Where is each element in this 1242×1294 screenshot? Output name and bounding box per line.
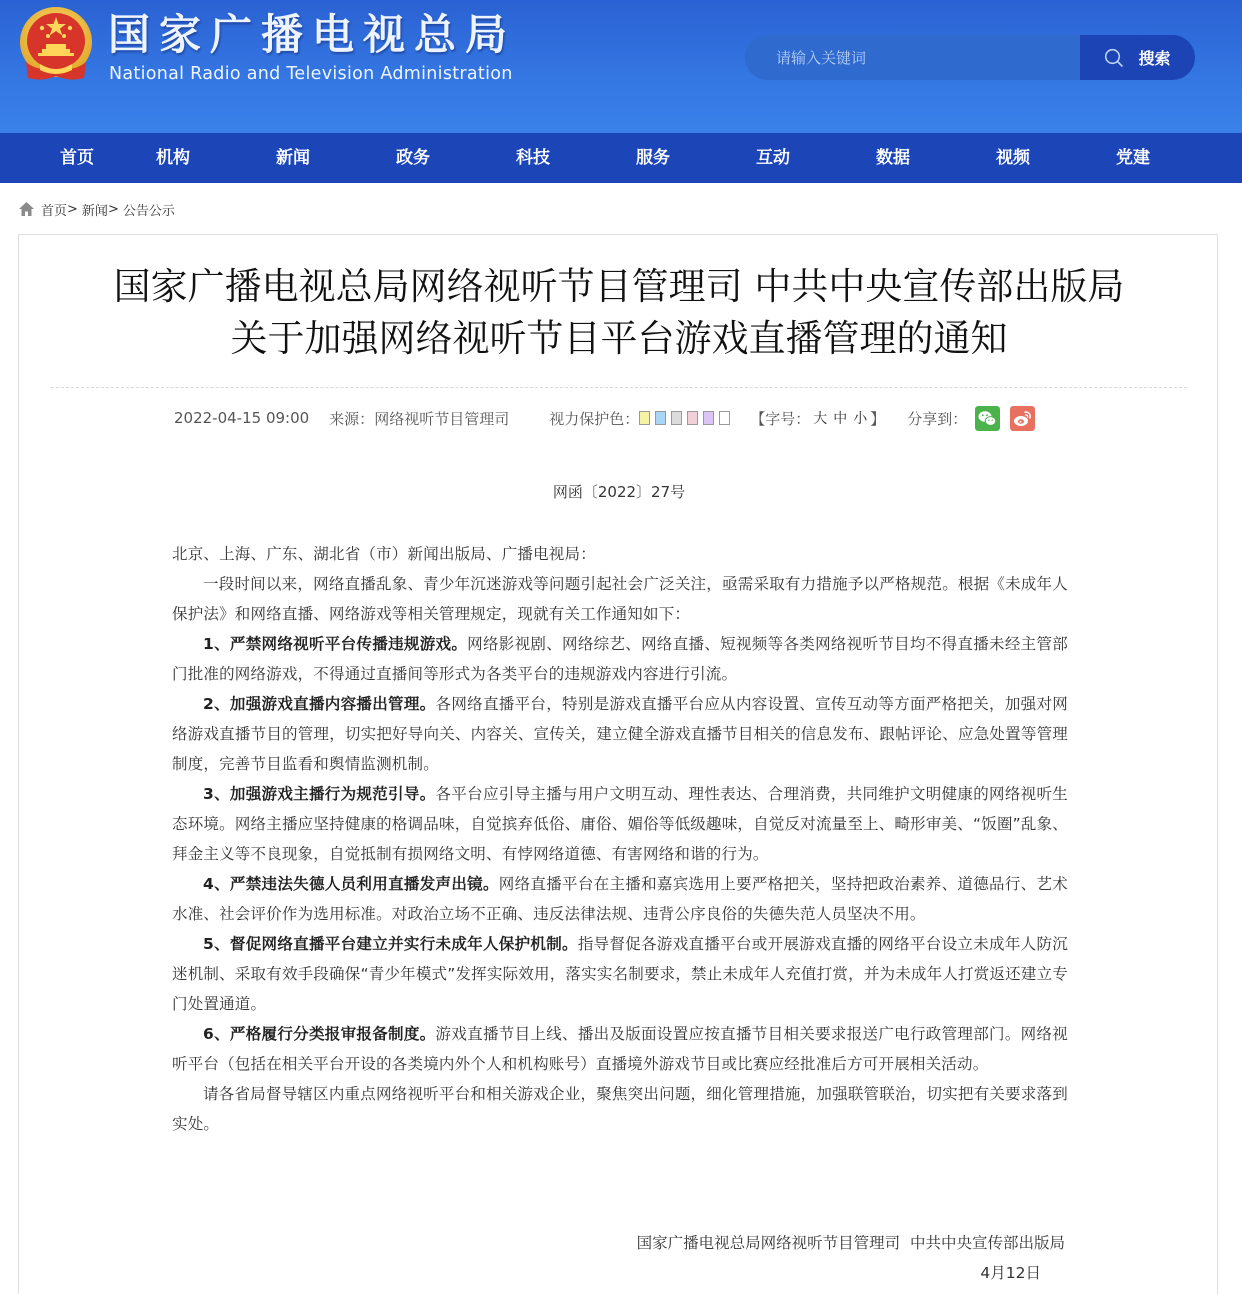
salutation: 北京、上海、广东、湖北省（市）新闻出版局、广播电视局： — [172, 545, 596, 563]
wechat-icon[interactable] — [975, 406, 1000, 431]
document-number: 网函〔2022〕27号 — [552, 483, 686, 501]
share-label: 分享到： — [907, 409, 968, 428]
item-paragraph — [172, 929, 1068, 1019]
title-divider — [51, 387, 1187, 388]
eye-care-label: 视力保护色： — [549, 409, 640, 428]
item-text: 网络影视剧、网络综艺、网络直播、短视频等各类网络视听节目均不得直播未经主管部门批准的网络游戏，不得通过直播间等形式为各类平台的违规游戏内容进行引流。 — [172, 635, 1068, 683]
article-container — [18, 234, 1218, 1294]
nav-item-home[interactable]: 首页 — [60, 148, 94, 168]
main-nav — [0, 133, 1242, 183]
search-button-label: 搜索 — [1138, 49, 1171, 68]
search-icon — [1104, 48, 1124, 68]
item-paragraph — [172, 629, 1068, 689]
item-text: 指导督促各游戏直播平台或开展游戏直播的网络平台设立未成年人防沉迷机制、采取有效手段确保“青少年模式”发挥实际效用，落实实名制要求，禁止未成年人充值打赏，并为未成年人打赏返还建立专门处置通道。 — [172, 935, 1068, 1013]
item-paragraph — [172, 1019, 1068, 1079]
nav-item-data[interactable]: 数据 — [876, 148, 910, 168]
font-size-control — [750, 408, 885, 429]
nav-item-services[interactable]: 服务 — [636, 148, 670, 168]
home-icon — [18, 201, 35, 217]
closing-paragraph: 请各省局督导辖区内重点网络视听平台和相关游戏企业，聚焦突出问题，细化管理措施，加强联管联治，切实把有关要求落到实处。 — [172, 1085, 1068, 1133]
item-heading: 2、加强游戏直播内容播出管理。 — [203, 695, 436, 713]
font-size-close-bracket: 】 — [870, 409, 886, 428]
article-title-line2: 关于加强网络视听节目平台游戏直播管理的通知 — [230, 317, 1008, 360]
eye-care-swatches — [639, 411, 730, 425]
font-size-small[interactable]: 小 — [853, 411, 868, 427]
item-paragraph — [172, 689, 1068, 779]
weibo-icon[interactable] — [1010, 406, 1035, 431]
share-icons — [975, 406, 1035, 431]
nav-item-interaction[interactable]: 互动 — [756, 148, 790, 168]
site-title-en[interactable]: National Radio and Television Administration — [109, 64, 513, 84]
font-size-medium[interactable]: 中 — [833, 411, 848, 427]
item-text: 网络直播平台在主播和嘉宾选用上要严格把关，坚持把政治素养、道德品行、艺术水准、社会评价作为选用标准。对政治立场不正确、违反法律法规、违背公序良俗的失德失范人员坚决不用。 — [172, 875, 1069, 923]
source-label: 来源： — [329, 409, 375, 428]
national-emblem-icon[interactable] — [18, 6, 94, 84]
intro-paragraph: 一段时间以来，网络直播乱象、青少年沉迷游戏等问题引起社会广泛关注，亟需采取有力措施予以严格规范。根据《未成年人保护法》和网络直播、网络游戏等相关管理规定，现就有关工作通知如下： — [172, 575, 1068, 623]
source-value: 网络视听节目管理司 — [374, 409, 510, 428]
eye-care-swatch-white[interactable] — [719, 411, 730, 425]
eye-care-swatch-blue[interactable] — [655, 411, 666, 425]
nav-item-video[interactable]: 视频 — [996, 148, 1030, 168]
breadcrumb-announcements[interactable]: 公告公示 — [122, 203, 175, 219]
nav-item-organization[interactable]: 机构 — [156, 148, 190, 168]
breadcrumb-separator: > — [107, 201, 119, 217]
eye-care-swatch-gray[interactable] — [671, 411, 682, 425]
publish-datetime: 2022-04-15 09:00 — [174, 409, 310, 427]
article-source — [329, 408, 509, 429]
signature-date: 4月12日 — [980, 1264, 1041, 1282]
site-title-cn[interactable]: 国家广播电视总局 — [108, 10, 517, 59]
nav-item-party-building[interactable]: 党建 — [1116, 148, 1150, 168]
site-header — [0, 0, 1242, 133]
item-text: 各网络直播平台，特别是游戏直播平台应从内容设置、宣传互动等方面严格把关，加强对网络游戏直播节目的管理，切实把好导向关、内容关、宣传关，建立健全游戏直播节目相关的信息发布、跟帖评论、应急处置等管理制度，完善节目监看和舆情监测机制。 — [172, 695, 1068, 773]
article-title-line1: 国家广播电视总局网络视听节目管理司 中共中央宣传部出版局 — [113, 265, 1125, 308]
signature-issuers: 国家广播电视总局网络视听节目管理司 中共中央宣传部出版局 — [636, 1234, 1065, 1252]
item-heading: 3、加强游戏主播行为规范引导。 — [203, 785, 436, 803]
nav-item-news[interactable]: 新闻 — [276, 148, 310, 168]
breadcrumb-home[interactable]: 首页 — [41, 203, 68, 219]
article-body — [172, 539, 1068, 1139]
nav-item-government-affairs[interactable]: 政务 — [396, 148, 430, 168]
search-box — [745, 35, 1195, 80]
item-heading: 4、严禁违法失德人员利用直播发声出镜。 — [203, 875, 499, 893]
font-size-label: 【字号： — [750, 409, 811, 428]
item-paragraph — [172, 779, 1068, 869]
breadcrumb — [18, 199, 175, 219]
font-size-large[interactable]: 大 — [813, 411, 828, 427]
article-title — [1, 261, 1237, 365]
signature-block — [637, 1228, 1065, 1288]
eye-care-swatch-yellow[interactable] — [639, 411, 650, 425]
breadcrumb-news[interactable]: 新闻 — [81, 203, 108, 219]
breadcrumb-separator: > — [67, 201, 78, 217]
item-heading: 1、严禁网络视听平台传播违规游戏。 — [203, 635, 468, 653]
search-input[interactable] — [745, 35, 1080, 80]
item-paragraph — [172, 869, 1068, 929]
article-meta — [174, 407, 1035, 429]
nav-item-technology[interactable]: 科技 — [516, 148, 550, 168]
item-heading: 5、督促网络直播平台建立并实行未成年人保护机制。 — [203, 935, 578, 953]
item-heading: 6、严格履行分类报审报备制度。 — [203, 1025, 436, 1043]
eye-care-swatch-purple[interactable] — [703, 411, 714, 425]
item-text: 各平台应引导主播与用户文明互动、理性表达、合理消费，共同维护文明健康的网络视听生态环境。网络主播应坚持健康的格调品味，自觉摈弃低俗、庸俗、媚俗等低级趣味，自觉反对流量至上、畸形审美、“饭圈”乱象、拜金主义等不良现象，自觉抵制有损网络文明、有悖网络道德、有害网络和谐的行为。 — [172, 785, 1068, 863]
item-text: 游戏直播节目上线、播出及版面设置应按直播节目相关要求报送广电行政管理部门。网络视听平台（包括在相关平台开设的各类境内外个人和机构账号）直播境外游戏节目或比赛应经批准后方可开展相关活动。 — [172, 1025, 1068, 1073]
search-button[interactable] — [1080, 35, 1195, 80]
eye-care-swatch-pink[interactable] — [687, 411, 698, 425]
